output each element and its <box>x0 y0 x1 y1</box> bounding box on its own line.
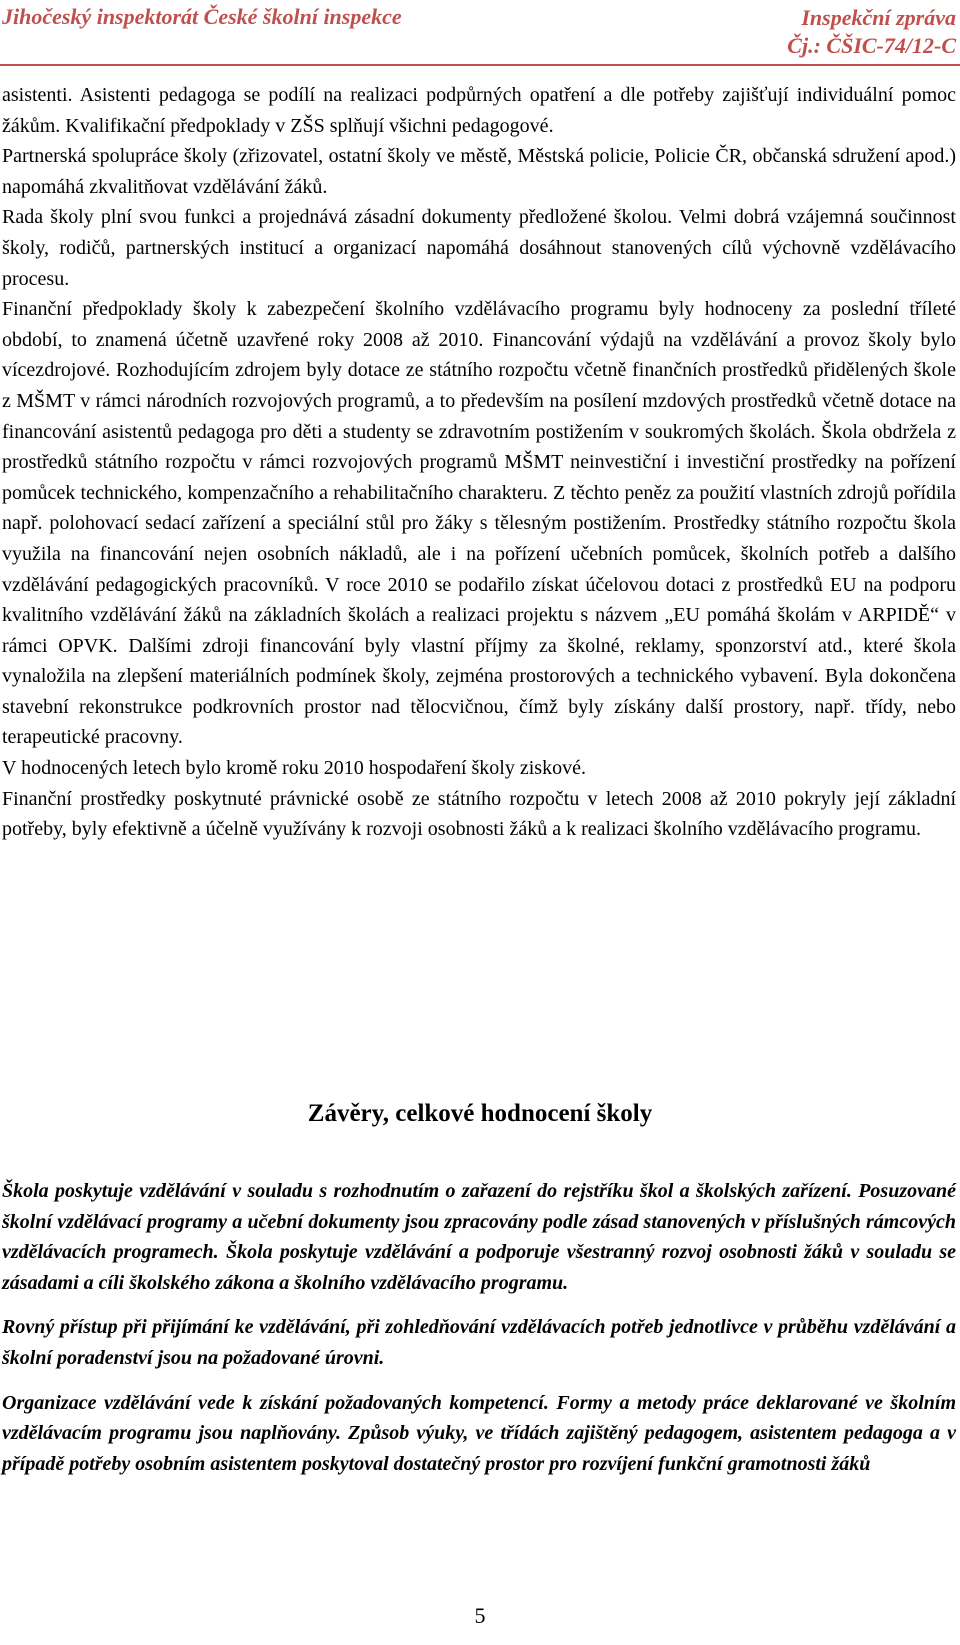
paragraph-financial: Finanční předpoklady školy k zabezpečení školního vzdělávacího programu byly hodnoceny za poslední tříleté období, to znamená účetně uzavřené roky 2008 až 2010. Financování výdajů na vzdělávání a provoz školy bylo vícezdrojové. Rozhodujícím zdrojem byly dotace ze státního rozpočtu včetně finančních prostředků přidělených škole z MŠMT v rámci národních rozvojových programů, a to především na posílení mzdových prostředků včetně dotace na financování asistentů pedagoga pro děti a studenty se zdravotním postižením v soukromých školách. Škola obdržela z prostředků státního rozpočtu v rámci rozvojových programů MŠMT neinvestiční i investiční prostředky na pořízení pomůcek technického, kompenzačního a rehabilitačního charakteru. Z těchto peněz za použití vlastních zdrojů pořídila např. polohovací sedací zařízení a speciální stůl pro žáky s tělesným postižením. Prostředky státního rozpočtu škola využila na financování nejen osobních nákladů, ale i na pořízení učebních pomůcek, školních potřeb a dalšího vzdělávání pedagogických pracovníků. V roce 2010 se podařilo získat účelovou dotaci z prostředků EU na podporu kvalitního vzdělávání žáků na základních školách a realizaci projektu s názvem „EU pomáhá školám v ARPIDĚ“ v rámci OPVK. Dalšími zdroji financování byly vlastní příjmy za školné, reklamy, sponzorství atd., které škola vynaložila na zlepšení materiálních podmínek školy, zejména prostorových a technického vybavení. Byla dokončena stavební rekonstrukce podkrovních prostor nad tělocvičnou, čímž byly získány další prostory, např. třídy, nebo terapeutické pracovny. <box>2 298 956 749</box>
page-number: 5 <box>474 1603 486 1628</box>
body-text <box>2 80 956 845</box>
paragraph-partnership: Partnerská spolupráce školy (zřizovatel, ostatní školy ve městě, Městská policie, Policie ČR, občanská sdružení apod.) napomáhá zkvalitňovat vzdělávání žáků. <box>2 145 956 198</box>
conclusion-paragraph-1: Škola poskytuje vzdělávání v souladu s rozhodnutím o zařazení do rejstříku škol a školských zařízení. Posuzované školní vzdělávací programy a učební dokumenty jsou zpracovány podle zásad stanovených v příslušných rámcových vzdělávacích programech. Škola poskytuje vzdělávání a podporuje všestranný rozvoj osobnosti žáků v souladu se zásadami a cíli školského zákona a školního vzdělávacího programu. <box>2 1180 956 1294</box>
header-divider <box>0 64 960 66</box>
header-inspectorate: Jihočeský inspektorát České školní inspekce <box>2 4 402 29</box>
conclusions <box>2 1176 956 1493</box>
header-report-title: Inspekční zpráva <box>801 5 956 30</box>
paragraph-financial-summary: Finanční prostředky poskytnuté právnické osobě ze státního rozpočtu v letech 2008 až 2010 pokryly její základní potřeby, byly efektivně a účelně využívány k rozvoji osobnosti žáků a k realizaci školního vzdělávacího programu. <box>2 787 956 841</box>
paragraph-school-board: Rada školy plní svou funkci a projednává zásadní dokumenty předložené školou. Velmi dobrá vzájemná součinnost školy, rodičů, partnerských institucí a organizací napomáhá dosáhnout stanovených cílů výchovně vzdělávacího procesu. <box>2 206 956 290</box>
paragraph-assistants: asistenti. Asistenti pedagoga se podílí na realizaci podpůrných opatření a dle potřeby zajišťují individuální pomoc žákům. Kvalifikační předpoklady v ZŠS splňují všichni pedagogové. <box>2 84 956 137</box>
page-header <box>0 0 960 64</box>
conclusion-paragraph-3: Organizace vzdělávání vede k získání požadovaných kompetencí. Formy a metody práce deklarované ve školním vzdělávacím programu jsou naplňovány. Způsob výuky, ve třídách zajištěný pedagogem, asistentem pedagoga a v případě potřeby osobním asistentem poskytoval dostatečný prostor pro rozvíjení funkční gramotnosti žáků <box>2 1391 956 1475</box>
conclusion-paragraph-2: Rovný přístup při přijímání ke vzdělávání, při zohledňování vzdělávacích potřeb jednotlivce v průběhu vzdělávání a školní poradenství jsou na požadované úrovni. <box>2 1316 956 1369</box>
header-report-info <box>787 4 956 60</box>
header-reference-number: Čj.: ČŠIC-74/12-C <box>787 33 956 58</box>
section-title: Závěry, celkové hodnocení školy <box>307 1100 653 1127</box>
paragraph-profit: V hodnocených letech bylo kromě roku 2010 hospodaření školy ziskové. <box>2 757 586 780</box>
